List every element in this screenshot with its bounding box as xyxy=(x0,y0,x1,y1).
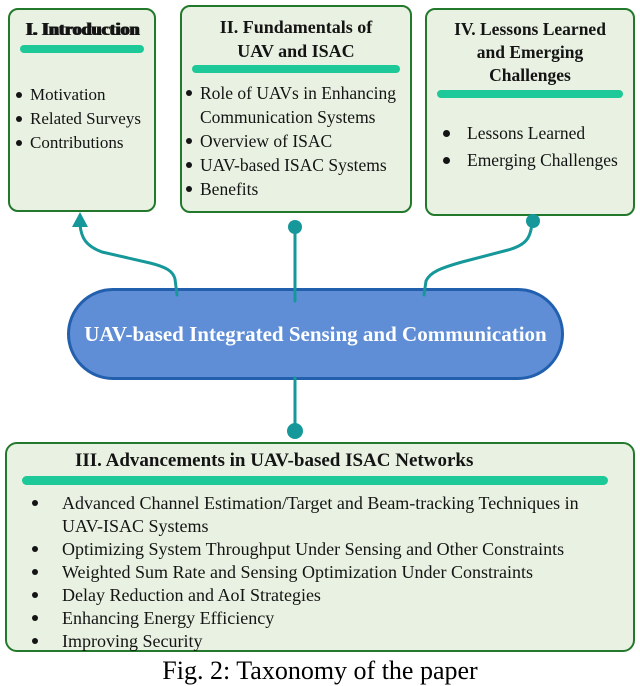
accent-bar xyxy=(192,65,400,73)
bullet-icon xyxy=(186,186,192,192)
section-title-fundamentals: II. Fundamentals of UAV and ISAC xyxy=(219,17,373,61)
list-item-text: Overview of ISAC xyxy=(200,131,333,151)
list-item xyxy=(7,561,623,584)
list-item-text: Lessons Learned xyxy=(467,123,586,143)
bullet-icon xyxy=(443,157,450,164)
list-item xyxy=(427,147,633,174)
bullet-icon xyxy=(32,546,38,552)
list-item xyxy=(7,607,623,630)
bullet-icon xyxy=(186,90,192,96)
list-item-text: Enhancing Energy Efficiency xyxy=(62,608,275,628)
bullet-icon xyxy=(32,500,38,506)
accent-bar xyxy=(22,476,608,485)
center-node-ellipse xyxy=(67,288,564,380)
list-item-text: Delay Reduction and AoI Strategies xyxy=(62,585,321,605)
list-item xyxy=(427,120,633,147)
list-item-text: Advanced Channel Estimation/Target and Beam-tracking Techniques in UAV-ISAC Systems xyxy=(62,493,579,536)
section-box-lessons xyxy=(425,8,635,216)
list-item-text: UAV-based ISAC Systems xyxy=(200,155,387,175)
connector-dot-advancements xyxy=(287,423,303,439)
list-item xyxy=(7,492,623,538)
list-item xyxy=(7,584,623,607)
list-item xyxy=(7,538,623,561)
list-item-text: Contributions xyxy=(30,133,124,152)
bullet-icon xyxy=(16,140,22,146)
bullet-icon xyxy=(32,615,38,621)
bullet-icon xyxy=(443,130,450,137)
connector-intro xyxy=(80,224,177,295)
list-item-text: Weighted Sum Rate and Sensing Optimization Under Constraints xyxy=(62,562,533,582)
list-item-text: Emerging Challenges xyxy=(467,150,618,170)
bullet-icon xyxy=(186,138,192,144)
list-item-text: Benefits xyxy=(200,179,259,199)
list-item xyxy=(7,630,623,653)
connector-lessons xyxy=(424,222,532,295)
arrow-up-icon xyxy=(72,212,88,227)
accent-bar xyxy=(20,45,144,53)
section-box-fundamentals xyxy=(180,5,412,213)
center-node-label: UAV-based Integrated Sensing and Communication xyxy=(84,321,547,346)
bullet-icon xyxy=(186,162,192,168)
connector-dot-lessons xyxy=(526,214,540,228)
bullet-icon xyxy=(32,592,38,598)
list-item xyxy=(10,107,154,131)
list-item xyxy=(182,129,404,153)
list-item xyxy=(182,81,404,129)
list-item xyxy=(10,83,154,107)
bullet-list-introduction xyxy=(10,83,154,155)
section-box-introduction xyxy=(8,8,156,212)
bullet-icon xyxy=(16,116,22,122)
list-item xyxy=(10,131,154,155)
section-title-introduction: I. Introduction xyxy=(25,19,139,39)
section-title-lessons: IV. Lessons Learned and Emerging Challenges xyxy=(454,19,606,85)
bullet-list-lessons xyxy=(427,120,633,174)
bullet-icon xyxy=(32,638,38,644)
figure-caption: Fig. 2: Taxonomy of the paper xyxy=(162,656,478,685)
list-item-text: Related Surveys xyxy=(30,109,141,128)
bullet-icon xyxy=(16,92,22,98)
list-item-text: Role of UAVs in Enhancing Communication Systems xyxy=(200,83,397,127)
section-box-advancements xyxy=(5,442,635,652)
connector-dot-fundamentals xyxy=(288,220,302,234)
list-item-text: Improving Security xyxy=(62,631,203,651)
accent-bar xyxy=(437,90,623,98)
list-item xyxy=(182,177,404,201)
bullet-list-advancements xyxy=(7,492,633,653)
list-item xyxy=(182,153,404,177)
list-item-text: Optimizing System Throughput Under Sensing and Other Constraints xyxy=(62,539,565,559)
section-title-advancements: III. Advancements in UAV-based ISAC Networks xyxy=(75,450,474,471)
bullet-icon xyxy=(32,569,38,575)
list-item-text: Motivation xyxy=(30,85,106,104)
bullet-list-fundamentals xyxy=(182,81,410,201)
